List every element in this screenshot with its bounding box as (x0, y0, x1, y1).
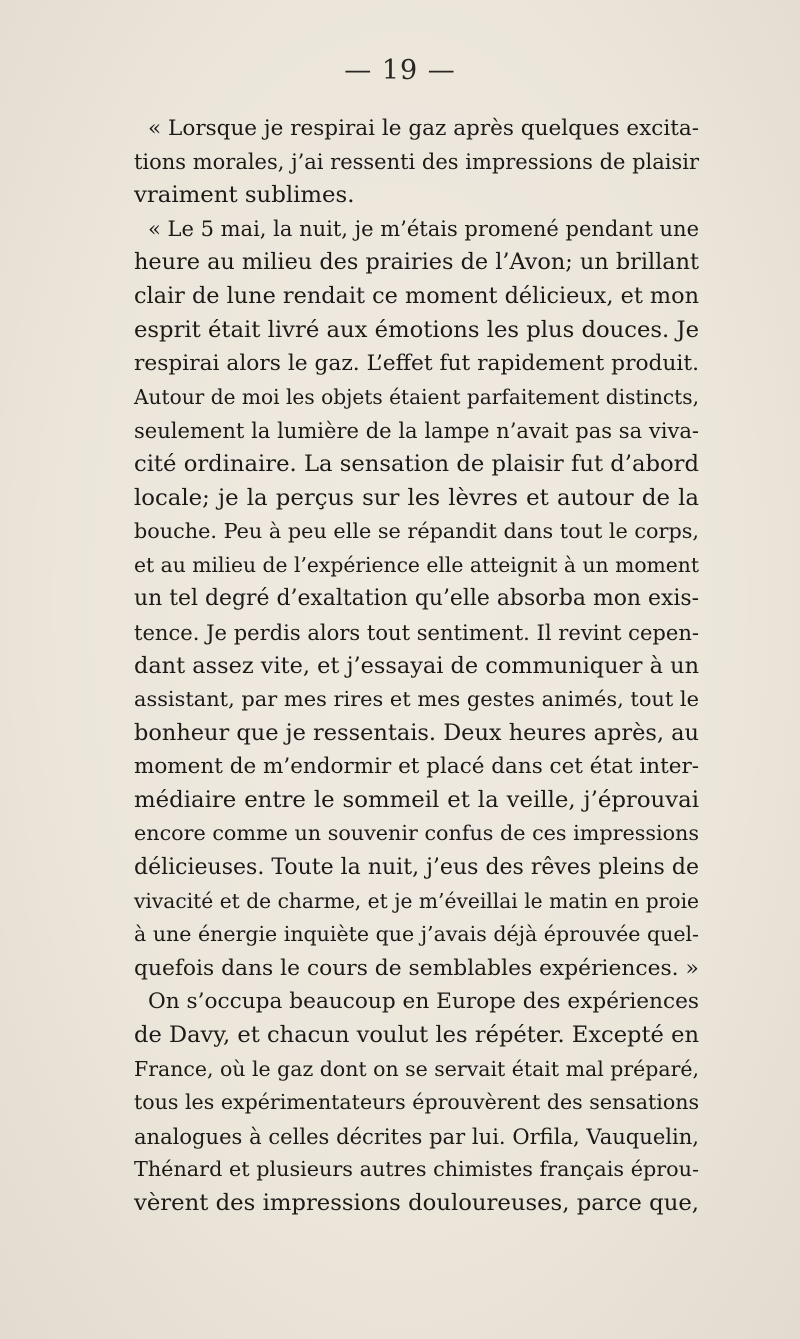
text-line: vèrent des impressions douloureuses, parce que, (134, 1190, 699, 1216)
text-line: tence. Je perdis alors tout sentiment. Il revint cepen- (134, 619, 699, 645)
text-line: tions morales, j’ai ressenti des impressions de plaisir (134, 149, 699, 174)
text-line: On s’occupa beaucoup en Europe des expériences (148, 989, 699, 1015)
text-line: esprit était livré aux émotions les plus douces. Je (134, 316, 699, 343)
page-number: — 19 — (344, 55, 456, 86)
text-line: tous les expérimentateurs éprouvèrent des sensations (134, 1090, 699, 1115)
text-line: assistant, par mes rires et mes gestes animés, tout le (134, 687, 699, 712)
body-text (134, 112, 699, 1221)
text-line: « Le 5 mai, la nuit, je m’étais promené pendant une (148, 216, 699, 241)
text-line: locale; je la perçus sur les lèvres et autour de la (134, 484, 699, 511)
text-line: heure au milieu des prairies de l’Avon; un brillant (134, 249, 699, 276)
text-line: un tel degré d’exaltation qu’elle absorba mon exis- (134, 586, 699, 612)
text-line: France, où le gaz dont on se servait était mal préparé, (134, 1056, 699, 1081)
text-line: bouche. Peu à peu elle se répandit dans tout le corps, (134, 519, 699, 544)
text-line: à une énergie inquiète que j’avais déjà éprouvée quel- (134, 922, 699, 947)
text-line: « Lorsque je respirai le gaz après quelques excita- (148, 116, 699, 141)
text-line: de Davy, et chacun voulut les répéter. Excepté en (134, 1022, 699, 1049)
text-line: dant assez vite, et j’essayai de communiquer à un (134, 652, 699, 679)
text-line: médiaire entre le sommeil et la veille, j’éprouvai (134, 786, 699, 813)
text-line: cité ordinaire. La sensation de plaisir fut d’abord (134, 450, 699, 477)
text-line: Thénard et plusieurs autres chimistes français éprou- (134, 1157, 699, 1182)
text-line: seulement la lumière de la lampe n’avait pas sa viva- (134, 418, 699, 444)
text-line: délicieuses. Toute la nuit, j’eus des rêves pleins de (134, 855, 699, 881)
text-line: encore comme un souvenir confus de ces impressions (134, 821, 699, 846)
text-line: vivacité et de charme, et je m’éveillai le matin en proie (134, 888, 699, 913)
text-line: clair de lune rendait ce moment délicieux, et mon (134, 282, 699, 309)
text-line: analogues à celles décrites par lui. Orfila, Vauquelin, (134, 1123, 699, 1149)
text-line: bonheur que je ressentais. Deux heures après, au (134, 719, 699, 746)
text-line: et au milieu de l’expérience elle atteignit à un moment (134, 552, 699, 577)
text-line: respirai alors le gaz. L’effet fut rapidement produit. (134, 351, 699, 377)
text-line: Autour de moi les objets étaient parfaitement distincts, (134, 384, 699, 409)
text-line: vraiment sublimes. (134, 182, 355, 209)
text-line: quefois dans le cours de semblables expériences. » (134, 955, 699, 981)
text-line: moment de m’endormir et placé dans cet état inter- (134, 754, 699, 780)
